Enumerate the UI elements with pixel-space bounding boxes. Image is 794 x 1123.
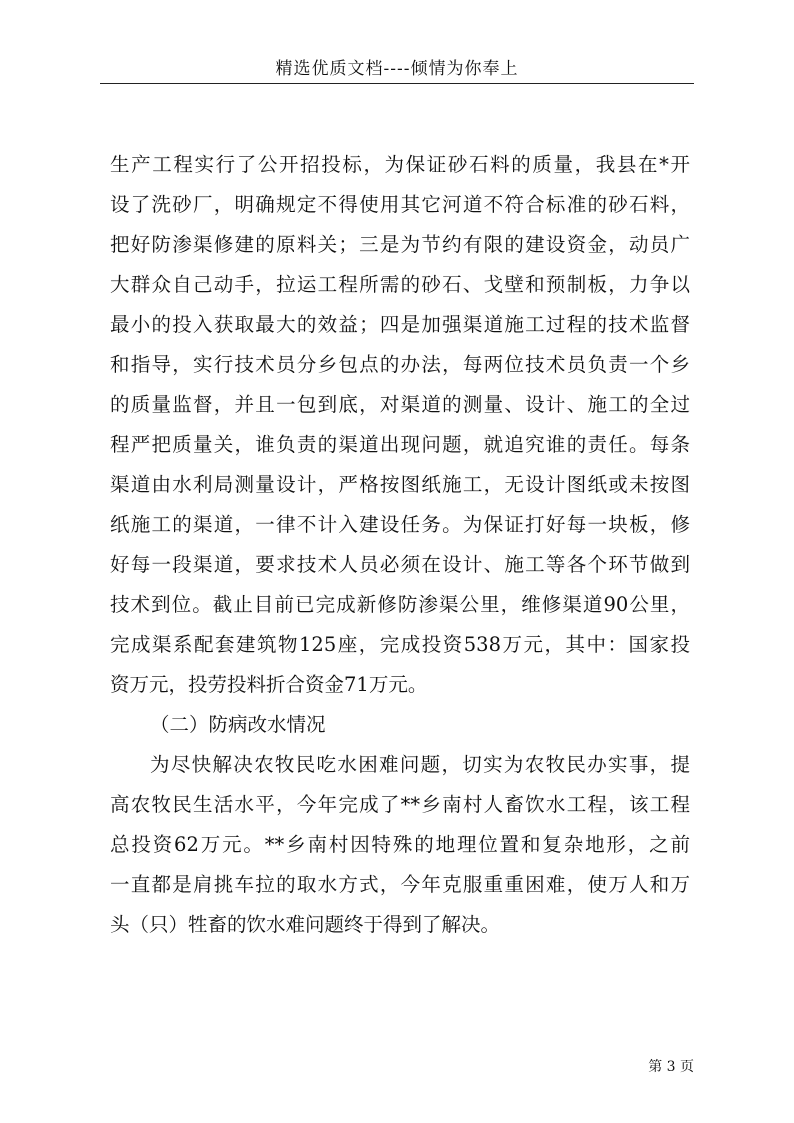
body-line: 把好防渗渠修建的原料关；三是为节约有限的建设资金，动员广 [110,233,690,256]
body-line: 为尽快解决农牧民吃水困难问题，切实为农牧民办实事，提 [150,753,690,776]
body-line: 高农牧民生活水平，今年完成了**乡南村人畜饮水工程，该工程 [110,793,690,816]
body-line: 和指导，实行技术员分乡包点的办法，每两位技术员负责一个乡 [110,353,690,376]
body-line: 好每一段渠道，要求技术人员必须在设计、施工等各个环节做到 [110,553,690,576]
body-line: 完成渠系配套建筑物125座，完成投资538万元，其中：国家投 [110,633,690,656]
body-line: 头（只）牲畜的饮水难问题终于得到了解决。 [110,913,501,936]
body-line: 总投资62万元。**乡南村因特殊的地理位置和复杂地形，之前 [110,833,690,856]
body-line: 纸施工的渠道，一律不计入建设任务。为保证打好每一块板，修 [110,513,690,536]
body-line: 程严把质量关，谁负责的渠道出现问题，就追究谁的责任。每条 [110,433,690,456]
page-header: 精选优质文档----倾情为你奉上 [275,59,519,79]
section-heading: （二）防病改水情况 [150,713,326,736]
header-divider [100,83,694,84]
body-line: 最小的投入获取最大的效益；四是加强渠道施工过程的技术监督 [110,313,690,336]
body-line: 技术到位。截止目前已完成新修防渗渠公里，维修渠道90公里， [110,593,690,616]
body-line: 大群众自己动手，拉运工程所需的砂石、戈壁和预制板，力争以 [110,273,690,296]
body-line: 一直都是肩挑车拉的取水方式，今年克服重重困难，使万人和万 [110,873,690,896]
body-line: 的质量监督，并且一包到底，对渠道的测量、设计、施工的全过 [110,393,690,416]
body-line: 资万元，投劳投料折合资金71万元。 [110,673,428,696]
body-line: 生产工程实行了公开招投标，为保证砂石料的质量，我县在*开 [110,153,690,176]
body-line: 设了洗砂厂，明确规定不得使用其它河道不符合标准的砂石料， [110,193,690,216]
body-line: 渠道由水利局测量设计，严格按图纸施工，无设计图纸或未按图 [110,473,690,496]
page-number: 第 3 页 [648,1059,694,1075]
